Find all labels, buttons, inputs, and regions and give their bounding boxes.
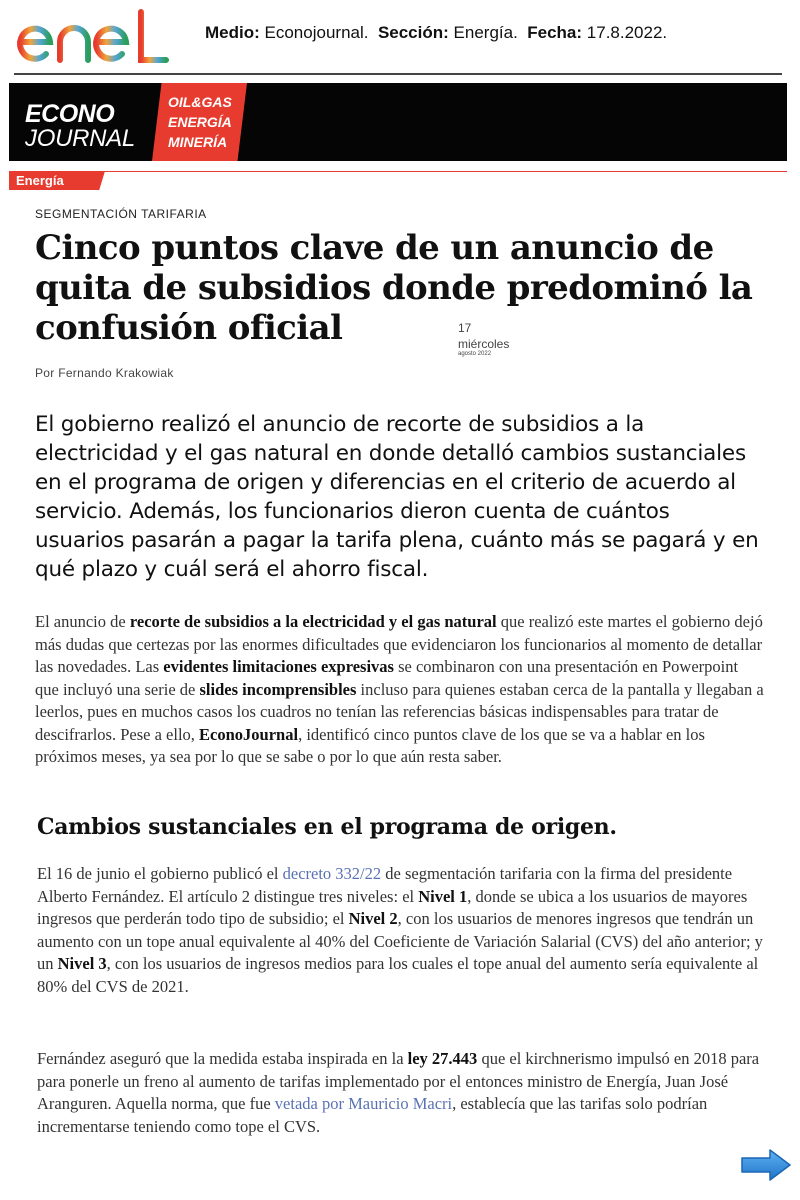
date-weekday: miércoles	[458, 337, 510, 351]
right-arrow-icon[interactable]	[740, 1148, 792, 1182]
veto-link[interactable]: vetada por Mauricio Macri	[274, 1094, 453, 1113]
category-oilgas[interactable]: OIL&GAS	[168, 94, 232, 110]
category-list	[168, 92, 232, 152]
seccion-label: Sección:	[377, 23, 449, 42]
text: El anuncio de	[35, 612, 130, 631]
emphasis: Nivel 1	[418, 886, 468, 906]
brand-econo: ECONO	[25, 100, 115, 128]
text: El 16 de junio el gobierno publicó el	[37, 864, 283, 883]
article-headline: Cinco puntos clave de un anuncio de quita de subsidios donde predominó la confusión oficial	[35, 228, 753, 348]
brand-journal: JOURNAL	[25, 125, 135, 152]
article-paragraph-1	[35, 611, 765, 769]
category-energia[interactable]: ENERGÍA	[168, 114, 232, 130]
seccion-value: Energía.	[453, 23, 518, 42]
source-header	[205, 23, 667, 43]
text: se combinaron con una presentación en Powerpoint que incluyó una serie de	[35, 657, 739, 699]
article-byline: Por Fernando Krakowiak	[35, 366, 174, 380]
text: , identificó cinco puntos clave de los que se va a hablar en los próximos meses, ya sea por lo que se sabe o por lo que aún resta saber.	[35, 724, 705, 766]
article-lead: El gobierno realizó el anuncio de recorte de subsidios a la electricidad y el gas natural en donde detalló cambios sustanciales en el programa de origen y diferencias en el criterio de acuerdo al servicio. Además, los funcionarios dieron cuenta de cuántos usuarios pasarán a pagar la tarifa plena, cuánto más se pagará y en qué plazo y cuál será el ahorro fiscal.	[35, 412, 759, 582]
fecha-value: 17.8.2022.	[586, 23, 668, 42]
text: , establecía que las tarifas solo podrían incrementarse teniendo como tope el CVS.	[37, 1094, 708, 1136]
text: que realizó este martes el gobierno dejó más dudas que certezas por las enormes dificultades que evidenciaron los funcionarios al momento de detallar las novedades. Las	[35, 612, 763, 676]
date-day: 17	[458, 321, 472, 335]
text: , con los usuarios de menores ingresos que tendrán un aumento con un tope anual equivalente al 40% del Coeficiente de Variación Salarial (CVS) del año anterior; y un	[37, 909, 763, 973]
text: que el kirchnerismo impulsó en 2018 para para ponerle un freno al aumento de tarifas implementado por el entonces ministro de Energía, Juan José Aranguren. Aquella norma, que fue	[37, 1049, 760, 1113]
text: , con los usuarios de ingresos medios para los cuales el tope anual del aumento sería equivalente al 80% del CVS de 2021.	[37, 954, 759, 996]
text: , donde se ubica a los usuarios de mayores ingresos que perderán todo tipo de subsidio; el	[37, 886, 748, 928]
fecha-label: Fecha:	[527, 23, 583, 42]
category-mineria[interactable]: MINERÍA	[168, 134, 228, 150]
article-paragraph-2	[37, 863, 767, 998]
header-divider	[14, 73, 782, 75]
emphasis: recorte de subsidios a la electricidad y el gas natural	[129, 612, 497, 631]
decreto-link[interactable]: decreto 332/22	[282, 864, 382, 883]
emphasis: ley 27.443	[407, 1049, 478, 1068]
article-subhead: Cambios sustanciales en el programa de origen.	[37, 814, 617, 840]
emphasis: slides incomprensibles	[199, 679, 357, 699]
emphasis: Nivel 2	[348, 909, 398, 928]
enel-logo	[16, 8, 171, 66]
article-paragraph-3	[37, 1048, 767, 1138]
econojournal-banner	[9, 83, 787, 161]
medio-value: Econojournal.	[264, 23, 369, 42]
text: Fernández aseguró que la medida estaba inspirada en la	[37, 1049, 408, 1068]
section-tab-label[interactable]: Energía	[16, 173, 64, 188]
article-kicker: SEGMENTACIÓN TARIFARIA	[35, 207, 207, 221]
emphasis: Nivel 3	[57, 954, 107, 973]
emphasis: EconoJournal	[199, 724, 299, 744]
date-month-year: agosto 2022	[458, 351, 492, 357]
medio-label: Medio:	[205, 23, 260, 42]
emphasis: evidentes limitaciones expresivas	[163, 657, 394, 676]
section-divider	[9, 171, 787, 172]
text: de segmentación tarifaria con la firma del presidente Alberto Fernández. El artículo 2 distingue tres niveles: el	[37, 864, 733, 906]
text: incluso para quienes estaban cerca de la pantalla y llegaban a leerlos, pues en muchos casos los cuadros no tenían las referencias básicas indispensables para tratar de descifrarlos. Pese a ello,	[35, 679, 764, 744]
